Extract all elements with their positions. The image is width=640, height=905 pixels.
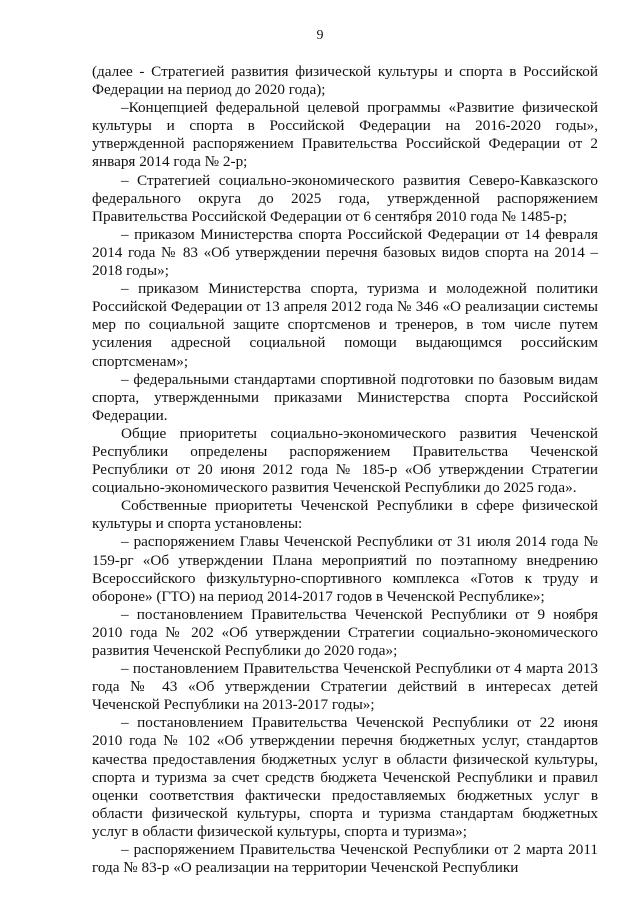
document-body: [92, 63, 598, 877]
paragraph-resolution-budget-services: – постановлением Правительства Чеченской Республики от 22 июня 2010 года № 102 «Об утверждении перечня бюджетных услуг, стандартов качества предоставления бюджетных услуг в области физической культуры, спорта и туризма за счет средств бюджета Чеченской Республики и правил оценки соответствия фактически предоставляемых бюджетных услуг в области физической культуры, спорта и туризма стандартам бюджетных услуг в области физической культуры, спорта и туризма»;: [92, 714, 598, 840]
page-number: 9: [316, 28, 324, 43]
paragraph-resolution-children-strategy: – постановлением Правительства Чеченской Республики от 4 марта 2013 года № 43 «Об утверждении Стратегии действий в интересах детей Чеченской Республики на 2013-2017 годы»;: [92, 660, 598, 714]
paragraph-north-caucasus-strategy: – Стратегией социально-экономического развития Северо-Кавказского федерального округа до 2025 года, утвержденной распоряжением Правительства Российской Федерации от 6 сентября 2010 года № 1485-р;: [92, 171, 598, 225]
paragraph-general-priorities: Общие приоритеты социально-экономического развития Чеченской Республики определены распоряжением Правительства Чеченской Республики от 20 июня 2012 года № 185-р «Об утверждении Стратегии социально-экономического развития Чеченской Республики до 2025 года».: [92, 424, 598, 497]
paragraph-strategy-reference-continued: (далее - Стратегией развития физической культуры и спорта в Российской Федерации на период до 2020 года);: [92, 63, 598, 99]
paragraph-gto-plan: – распоряжением Главы Чеченской Республики от 31 июля 2014 года № 159-рг «Об утверждении Плана мероприятий по поэтапному внедрению Всероссийского физкультурно-спортивного комплекса «Готов к труду и обороне» (ГТО) на период 2014-2017 годов в Чеченской Республике»;: [92, 533, 598, 605]
paragraph-federal-program-concept: –Концепцией федеральной целевой программы «Развитие физической культуры и спорта в Российской Федерации на 2016-2020 годы», утвержденной распоряжением Правительства Российской Федерации от 2 января 2014 года № 2-р;: [92, 99, 598, 171]
paragraph-resolution-strategy-2020: – постановлением Правительства Чеченской Республики от 9 ноября 2010 года № 202 «Об утверждении Стратегии социально-экономического развития Чеченской Республики до 2020 года»;: [92, 605, 598, 659]
paragraph-order-basic-sports: – приказом Министерства спорта Российской Федерации от 14 февраля 2014 года № 83 «Об утверждении перечня базовых видов спорта на 2014 – 2018 годы»;: [92, 225, 598, 280]
paragraph-order-implementation: – распоряжением Правительства Чеченской Республики от 2 марта 2011 года № 83-р «О реализации на территории Чеченской Республики: [92, 841, 598, 877]
paragraph-order-social-protection: – приказом Министерства спорта, туризма и молодежной политики Российской Федерации от 13 апреля 2012 года № 346 «О реализации системы мер по социальной защите спортсменов и тренеров, в том числе путем усиления адресной социальной помощи выдающимся российским спортсменам»;: [92, 280, 598, 370]
paragraph-own-priorities: Собственные приоритеты Чеченской Республики в сфере физической культуры и спорта установлены:: [92, 497, 598, 533]
paragraph-federal-standards: – федеральными стандартами спортивной подготовки по базовым видам спорта, утвержденными приказами Министерства спорта Российской Федерации.: [92, 370, 598, 424]
